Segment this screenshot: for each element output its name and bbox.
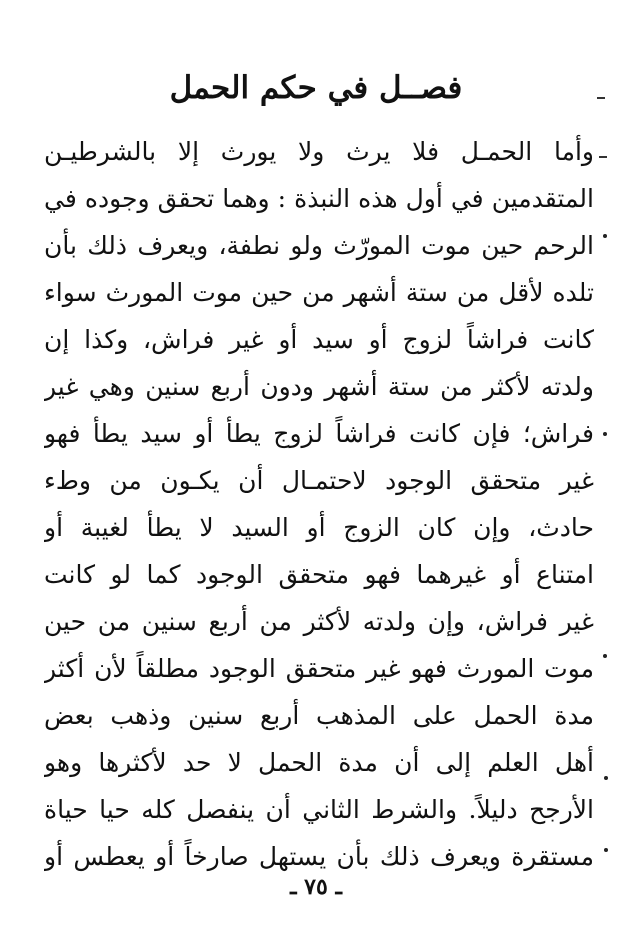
text-line: ولدته لأكثر من ستة أشهر ودون أربع سنين وهي غير [44, 372, 594, 401]
text-line: فراش؛ فإن كانت فراشاً لزوج يطأ أو سيد يطأ فهو [44, 419, 594, 448]
margin-mark [597, 97, 605, 99]
margin-mark [604, 776, 608, 780]
margin-mark [603, 432, 607, 436]
text-line: كانت فراشاً لزوج أو سيد أو غير فراش، وكذا إن [44, 325, 594, 354]
text-line: غير فراش، وإن ولدته لأكثر من أربع سنين من حين [44, 607, 594, 636]
text-line: أهل العلم إلى أن مدة الحمل لا حد لأكثرها وهو [44, 748, 594, 777]
body-text [44, 128, 594, 880]
text-line: غير متحقق الوجود لاحتمـال أن يكـون من وطء [44, 466, 594, 495]
text-line: الأرجح دليلاً. والشرط الثاني أن ينفصل كله حيا حياة [44, 795, 594, 824]
margin-mark [603, 654, 607, 658]
margin-mark [603, 234, 607, 238]
margin-mark [604, 848, 608, 852]
text-line: موت المورث فهو غير متحقق الوجود مطلقاً لأن أكثر [44, 654, 594, 683]
text-line: الرحم حين موت المورّث ولو نطفة، ويعرف ذلك بأن [44, 231, 594, 260]
page-number: ـ ٧٥ ـ [290, 874, 342, 900]
text-line: امتناع أو غيرهما فهو متحقق الوجود كما لو كانت [44, 560, 594, 589]
section-title: فصــل في حكم الحمل [169, 70, 463, 106]
text-line: وأما الحمـل فلا يرث ولا يورث إلا بالشرطيـن [44, 137, 594, 166]
text-line: حادث، وإن كان الزوج أو السيد لا يطأ لغيبة أو [44, 513, 594, 542]
text-line: تلده لأقل من ستة أشهر من حين موت المورث سواء [44, 278, 594, 307]
text-line: مدة الحمل على المذهب أربع سنين وذهب بعض [44, 701, 594, 730]
text-line: مستقرة ويعرف ذلك بأن يستهل صارخاً أو يعطس أو [44, 842, 594, 871]
margin-mark [599, 156, 607, 158]
text-line: المتقدمين في أول هذه النبذة : وهما تحقق وجوده في [44, 184, 594, 213]
